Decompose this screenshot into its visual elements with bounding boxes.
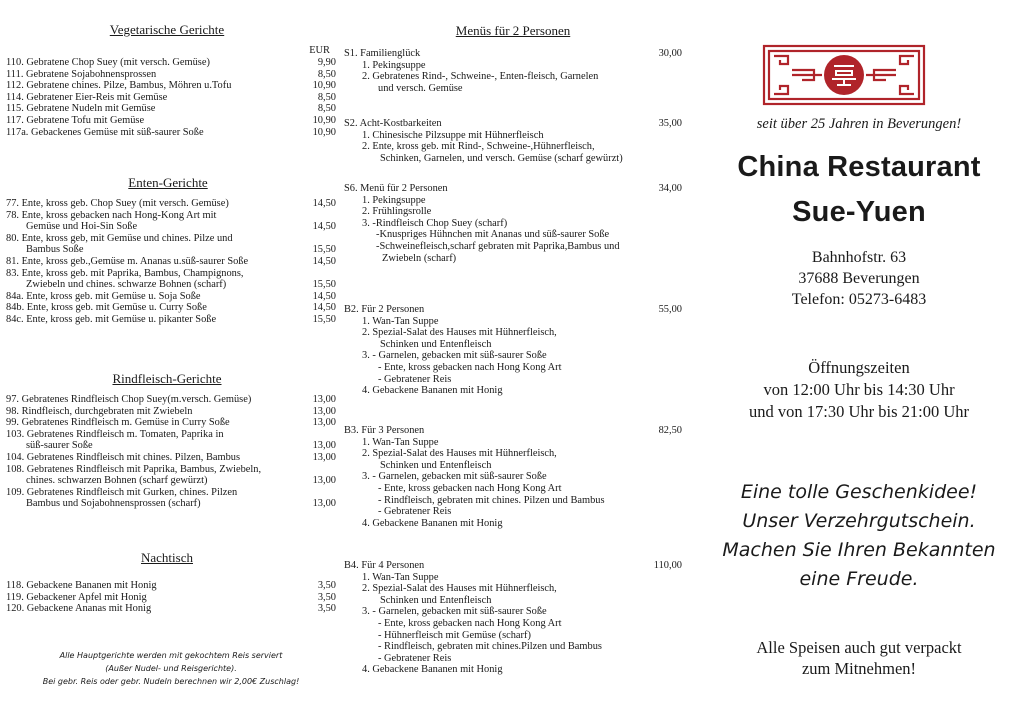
dish-name: 84b. Ente, kross geb. mit Gemüse u. Curry Soße — [6, 302, 207, 314]
address-city: 37688 Beverungen — [798, 270, 920, 287]
menu-course: 3. -Rindfleisch Chop Suey (scharf) — [362, 217, 508, 229]
dish-price: 13,00 — [312, 405, 336, 417]
menu-block — [344, 304, 682, 397]
menu-course: Schinken und Entenfleisch — [380, 459, 492, 471]
menu-block — [344, 560, 682, 676]
menu-course: und versch. Gemüse — [378, 82, 463, 94]
phone-number: Telefon: 05273-6483 — [791, 291, 927, 308]
dish-row — [6, 314, 336, 326]
dish-row — [6, 127, 336, 139]
dish-row — [6, 406, 336, 418]
menu-price: 30,00 — [658, 48, 682, 59]
dish-row — [6, 417, 336, 429]
menu-course: 3. - Garnelen, gebacken mit süß-saurer Soße — [362, 471, 547, 483]
dish-price: 8,50 — [317, 103, 336, 115]
restaurant-name: China Restaurant — [737, 151, 981, 183]
menu-header — [344, 118, 682, 130]
footnote-line: Alle Hauptgerichte werden mit gekochtem Reis serviert — [59, 651, 283, 660]
dish-row — [6, 92, 336, 104]
dish-row — [6, 233, 336, 245]
takeaway-line: Alle Speisen auch gut verpackt — [756, 638, 962, 657]
menu-block — [344, 118, 682, 164]
dish-row-cont — [6, 221, 336, 233]
duck-list — [6, 198, 336, 326]
dish-name: 112. Gebratene chines. Pilze, Bambus, Möhren u.Tofu — [6, 80, 232, 92]
dish-name: 104. Gebratenes Rindfleisch mit chines. Pilzen, Bambus — [6, 451, 241, 463]
dish-price: 3,50 — [317, 603, 336, 615]
dish-price: 10,90 — [312, 126, 336, 138]
dish-row-cont — [6, 279, 336, 291]
vegetarian-list — [6, 57, 336, 138]
menu-header — [344, 304, 682, 316]
dish-row-cont — [6, 498, 336, 510]
menu-course: 1. Wan-Tan Suppe — [362, 315, 439, 327]
menu-price: 55,00 — [658, 304, 682, 315]
dish-row — [6, 487, 336, 499]
dish-name: 115. Gebratene Nudeln mit Gemüse — [6, 103, 156, 115]
dish-row — [6, 603, 336, 615]
dish-price: 14,50 — [312, 255, 336, 267]
dish-name: 83. Ente, kross geb. mit Paprika, Bambus, Champignons, — [6, 267, 244, 279]
menu-header — [344, 48, 682, 60]
takeaway-line: zum Mitnehmen! — [801, 659, 917, 678]
promo-line: Eine tolle Geschenkidee! — [740, 481, 978, 503]
menu-course: - Gebratener Reis — [378, 373, 452, 385]
menu-course: Schinken, Garnelen, und versch. Gemüse (scharf gewürzt) — [380, 152, 623, 164]
menu-course: Schinken und Entenfleisch — [380, 338, 492, 350]
vegetarian-section — [6, 22, 336, 138]
dish-price: 14,50 — [312, 302, 336, 314]
menu-block — [344, 425, 682, 529]
dish-price: 13,00 — [312, 475, 336, 487]
restaurant-name-2: Sue-Yuen — [792, 196, 926, 228]
vegetarian-title: Vegetarische Gerichte — [109, 22, 225, 37]
menu-course: 4. Gebackene Bananen mit Honig — [362, 385, 503, 397]
dish-name: 118. Gebackene Bananen mit Honig — [6, 580, 157, 591]
menu-course: - Ente, kross gebacken nach Hong Kong Art — [378, 617, 562, 629]
dish-name: 103. Gebratenes Rindfleisch m. Tomaten, Paprika in — [6, 428, 224, 440]
menus-title: Menüs für 2 Personen — [455, 23, 571, 38]
menu-price: 110,00 — [653, 560, 682, 571]
menu-price: 82,50 — [658, 425, 682, 436]
hours-evening: und von 17:30 Uhr bis 21:00 Uhr — [749, 402, 969, 421]
dish-price-spacer — [300, 233, 336, 245]
menu-course: Zwiebeln (scharf) — [382, 252, 457, 264]
dish-name: 114. Gebratener Eier-Reis mit Gemüse — [6, 91, 168, 103]
promo-line: Machen Sie Ihren Bekannten — [722, 539, 996, 561]
dish-price: 3,50 — [317, 580, 336, 591]
menu-course: 1. Pekingsuppe — [362, 194, 426, 206]
dish-name: 98. Rindfleisch, durchgebraten mit Zwiebeln — [6, 405, 193, 417]
beef-section — [6, 371, 336, 510]
menu-name: S1. Familienglück — [344, 48, 421, 59]
dish-name-cont: chines. schwarzen Bohnen (scharf gewürzt) — [26, 475, 208, 487]
menu-name: B4. Für 4 Personen — [344, 560, 425, 571]
menu-header — [344, 183, 682, 195]
currency-label: EUR — [309, 45, 330, 56]
dessert-list — [6, 580, 336, 615]
dish-name: 78. Ente, kross gebacken nach Hong-Kong Art mit — [6, 209, 217, 221]
dish-price: 13,00 — [312, 417, 336, 429]
menu-course: 4. Gebackene Bananen mit Honig — [362, 517, 503, 529]
menu-course: 2. Spezial-Salat des Hauses mit Hühnerfleisch, — [362, 583, 557, 595]
menu-course: - Gebratener Reis — [378, 506, 452, 518]
dish-price: 3,50 — [317, 591, 336, 603]
dish-name: 80. Ente, kross geb, mit Gemüse und chines. Pilze und — [6, 232, 233, 244]
dish-name: 99. Gebratenes Rindfleisch m. Gemüse in Curry Soße — [6, 417, 230, 429]
dish-row — [6, 115, 336, 127]
dish-price: 14,50 — [312, 290, 336, 302]
menu-course: 3. - Garnelen, gebacken mit süß-saurer Soße — [362, 606, 547, 618]
dish-row-cont — [6, 440, 336, 452]
dish-name-cont: Bambus und Sojabohnensprossen (scharf) — [26, 498, 201, 510]
menu-course: 2. Frühlingsrolle — [362, 206, 432, 218]
dish-row — [6, 452, 336, 464]
dish-row — [6, 103, 336, 115]
dish-name: 77. Ente, kross geb. Chop Suey (mit versch. Gemüse) — [6, 198, 229, 209]
dish-price-spacer — [300, 464, 336, 476]
menu-block — [344, 183, 682, 264]
dish-row — [6, 57, 336, 69]
menu-course: 2. Spezial-Salat des Hauses mit Hühnerfleisch, — [362, 327, 557, 339]
dish-row — [6, 69, 336, 81]
menu-name: B3. Für 3 Personen — [344, 425, 425, 436]
menu-course: - Gebratener Reis — [378, 652, 452, 664]
promo-line: Unser Verzehrgutschein. — [742, 510, 976, 532]
dessert-title: Nachtisch — [141, 550, 193, 565]
dish-name-cont: Bambus Soße — [26, 244, 84, 256]
dish-row — [6, 394, 336, 406]
dish-name: 81. Ente, kross geb.,Gemüse m. Ananas u.süß-saurer Soße — [6, 255, 249, 267]
dish-name: 108. Gebratenes Rindfleisch mit Paprika, Bambus, Zwiebeln, — [6, 463, 262, 475]
restaurant-info-column — [700, 0, 1018, 723]
dish-name: 97. Gebratenes Rindfleisch Chop Suey(m.versch. Gemüse) — [6, 394, 252, 405]
dish-name: 84c. Ente, kross geb. mit Gemüse u. pikanter Soße — [6, 313, 217, 325]
takeaway-note — [700, 637, 1018, 679]
dessert-section — [6, 550, 336, 615]
menu-course: 2. Ente, kross geb. mit Rind-, Schweine-,Hühnerfleisch, — [362, 141, 595, 153]
menu-course: 1. Chinesische Pilzsuppe mit Hühnerfleisch — [362, 129, 544, 141]
dish-name: 117. Gebratene Tofu mit Gemüse — [6, 114, 145, 126]
address-street: Bahnhofstr. 63 — [811, 249, 907, 266]
dish-row — [6, 291, 336, 303]
menu-price: 35,00 — [658, 118, 682, 129]
dish-price: 8,50 — [317, 91, 336, 103]
duck-title: Enten-Gerichte — [128, 175, 208, 190]
dish-name: 117a. Gebackenes Gemüse mit süß-saurer Soße — [6, 126, 204, 138]
dish-price: 15,50 — [312, 279, 336, 291]
dish-row — [6, 580, 336, 592]
dish-row — [6, 302, 336, 314]
beef-list — [6, 394, 336, 510]
dish-price: 13,00 — [312, 498, 336, 510]
dish-price: 14,50 — [312, 198, 336, 209]
dish-row-cont — [6, 475, 336, 487]
dish-row — [6, 80, 336, 92]
dish-row — [6, 429, 336, 441]
footnote-line: Bei gebr. Reis oder gebr. Nudeln berechnen wir 2,00€ Zuschlag! — [42, 677, 300, 686]
menu-course: - Ente, kross gebacken nach Hong Kong Art — [378, 361, 562, 373]
dish-price: 15,50 — [312, 313, 336, 325]
dish-name: 111. Gebratene Sojabohnensprossen — [6, 68, 157, 80]
menu-course: 1. Pekingsuppe — [362, 59, 426, 71]
menu-course: - Rindfleisch, gebraten mit chines. Pilzen und Bambus — [378, 494, 605, 506]
dish-price: 10,90 — [312, 114, 336, 126]
beef-title: Rindfleisch-Gerichte — [112, 371, 222, 386]
promo-text — [700, 478, 1018, 594]
menu-name: B2. Für 2 Personen — [344, 304, 425, 315]
menu-course: 2. Gebratenes Rind-, Schweine-, Enten-fleisch, Garnelen — [362, 71, 599, 83]
menu-course: 1. Wan-Tan Suppe — [362, 436, 439, 448]
dish-row — [6, 268, 336, 280]
dish-name: 110. Gebratene Chop Suey (mit versch. Gemüse) — [6, 57, 210, 68]
menu-header — [344, 560, 682, 572]
menu-course: 2. Spezial-Salat des Hauses mit Hühnerfleisch, — [362, 448, 557, 460]
promo-line: eine Freude. — [799, 568, 919, 590]
dish-row — [6, 210, 336, 222]
chinese-ornament-logo — [762, 44, 926, 106]
dish-row-cont — [6, 244, 336, 256]
menu-course: Schinken und Entenfleisch — [380, 594, 492, 606]
menu-name: S2. Acht-Kostbarkeiten — [344, 118, 442, 129]
dish-name: 120. Gebackene Ananas mit Honig — [6, 603, 152, 615]
dish-price: 13,00 — [312, 440, 336, 452]
dish-price: 13,00 — [312, 394, 336, 405]
menu-course: 3. - Garnelen, gebacken mit süß-saurer Soße — [362, 350, 547, 362]
dish-name-cont: Gemüse und Hoi-Sin Soße — [26, 221, 138, 233]
dish-price: 13,00 — [312, 451, 336, 463]
dish-name: 84a. Ente, kross geb. mit Gemüse u. Soja Soße — [6, 290, 201, 302]
dish-price-spacer — [300, 487, 336, 499]
dish-price-spacer — [300, 268, 336, 280]
dish-price-spacer — [300, 210, 336, 222]
menu-course: -Schweinefleisch,scharf gebraten mit Paprika,Bambus und — [376, 240, 620, 252]
dish-row — [6, 256, 336, 268]
dish-price: 9,90 — [317, 57, 336, 68]
dish-row — [6, 198, 336, 210]
dish-name: 109. Gebratenes Rindfleisch mit Gurken, chines. Pilzen — [6, 486, 238, 498]
dish-price: 14,50 — [312, 221, 336, 233]
hours-lunch: von 12:00 Uhr bis 14:30 Uhr — [763, 380, 955, 399]
dish-price-spacer — [300, 429, 336, 441]
hours-title: Öffnungszeiten — [808, 358, 910, 377]
menu-course: - Rindfleisch, gebraten mit chines.Pilzen und Bambus — [378, 641, 602, 653]
dish-row — [6, 592, 336, 604]
dish-name-cont: süß-saurer Soße — [26, 440, 93, 452]
menu-course: -Knuspriges Hühnchen mit Ananas und süß-saurer Soße — [376, 229, 610, 241]
dish-price: 10,90 — [312, 80, 336, 92]
menu-header — [344, 425, 682, 437]
menu-block — [344, 48, 682, 94]
menu-name: S6. Menü für 2 Personen — [344, 183, 448, 194]
menu-price: 34,00 — [658, 183, 682, 194]
footnote — [6, 649, 336, 688]
dish-name-cont: Zwiebeln und chines. schwarze Bohnen (scharf) — [26, 279, 227, 291]
dish-price: 15,50 — [312, 244, 336, 256]
menu-course: 4. Gebackene Bananen mit Honig — [362, 664, 503, 676]
menu-course: - Hühnerfleisch mit Gemüse (scharf) — [378, 629, 531, 641]
dish-price: 8,50 — [317, 68, 336, 80]
dish-name: 119. Gebackener Apfel mit Honig — [6, 591, 147, 603]
dish-row — [6, 464, 336, 476]
duck-section — [6, 175, 336, 326]
footnote-line: (Außer Nudel- und Reisgerichte). — [105, 664, 237, 673]
menu-course: 1. Wan-Tan Suppe — [362, 571, 439, 583]
tagline: seit über 25 Jahren in Beverungen! — [756, 116, 962, 132]
menu-course: - Ente, kross gebacken nach Hong Kong Art — [378, 482, 562, 494]
